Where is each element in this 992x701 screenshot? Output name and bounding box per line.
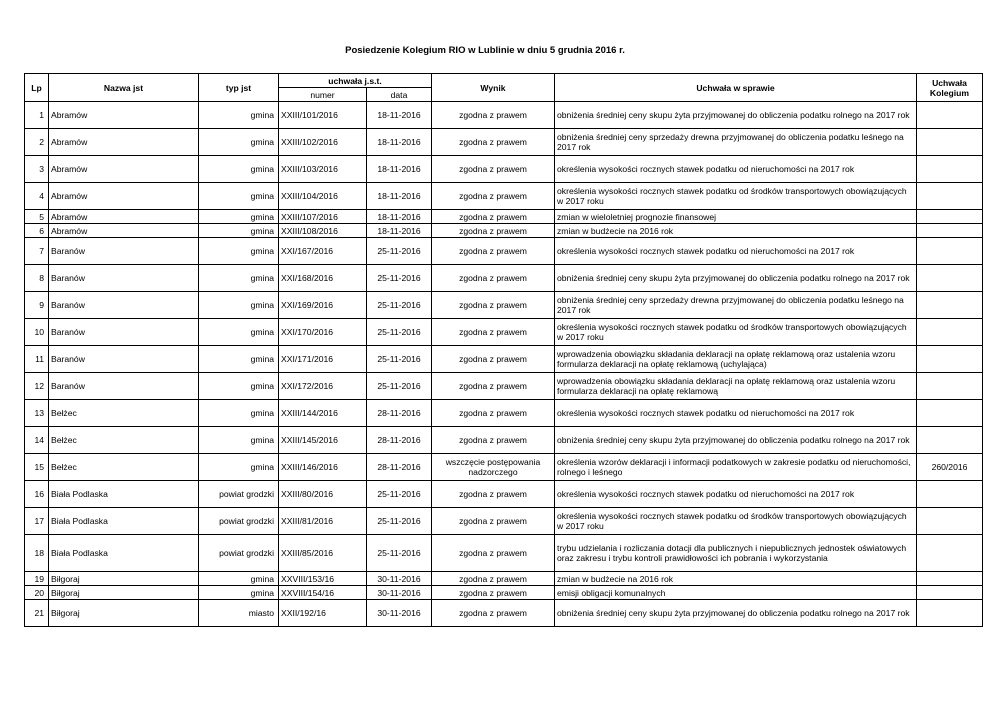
cell-typ: gmina: [199, 572, 279, 586]
cell-lp: 2: [25, 129, 49, 156]
cell-nazwa: Abramów: [49, 183, 199, 210]
cell-sprawa: określenia wysokości rocznych stawek podatku od nieruchomości na 2017 rok: [555, 238, 917, 265]
cell-data: 25-11-2016: [367, 481, 432, 508]
cell-wynik: zgodna z prawem: [432, 265, 555, 292]
cell-data: 25-11-2016: [367, 238, 432, 265]
cell-sprawa: zmian w budżecie na 2016 rok: [555, 572, 917, 586]
table-row: [25, 183, 983, 210]
cell-nazwa: Abramów: [49, 156, 199, 183]
table-row: [25, 156, 983, 183]
cell-numer: XXIII/102/2016: [279, 129, 367, 156]
cell-data: 25-11-2016: [367, 265, 432, 292]
cell-typ: powiat grodzki: [199, 508, 279, 535]
cell-typ: gmina: [199, 129, 279, 156]
cell-wynik: zgodna z prawem: [432, 238, 555, 265]
cell-numer: XXIII/144/2016: [279, 400, 367, 427]
header-wynik: Wynik: [432, 74, 555, 102]
cell-wynik: zgodna z prawem: [432, 508, 555, 535]
cell-wynik: zgodna z prawem: [432, 400, 555, 427]
cell-sprawa: trybu udzielania i rozliczania dotacji dla publicznych i niepublicznych jednostek oświatowych oraz zakresu i trybu kontroli prawidłowości ich pobrania i wykorzystania: [555, 535, 917, 572]
cell-nazwa: Bełżec: [49, 427, 199, 454]
cell-sprawa: obniżenia średniej ceny skupu żyta przyjmowanej do obliczenia podatku rolnego na 2017 rok: [555, 427, 917, 454]
cell-lp: 13: [25, 400, 49, 427]
cell-numer: XXII/192/16: [279, 600, 367, 627]
cell-wynik: zgodna z prawem: [432, 102, 555, 129]
cell-data: 30-11-2016: [367, 600, 432, 627]
cell-data: 18-11-2016: [367, 156, 432, 183]
table-body: [25, 102, 983, 627]
table-row: [25, 600, 983, 627]
cell-kolegium: [917, 156, 983, 183]
cell-data: 30-11-2016: [367, 586, 432, 600]
cell-wynik: zgodna z prawem: [432, 224, 555, 238]
header-nazwa: Nazwa jst: [49, 74, 199, 102]
table-row: [25, 238, 983, 265]
cell-kolegium: [917, 102, 983, 129]
cell-wynik: wszczęcie postępowania nadzorczego: [432, 454, 555, 481]
cell-sprawa: obniżenia średniej ceny sprzedaży drewna przyjmowanej do obliczenia podatku leśnego na 2017 rok: [555, 129, 917, 156]
cell-lp: 14: [25, 427, 49, 454]
table-row: [25, 129, 983, 156]
cell-typ: gmina: [199, 224, 279, 238]
cell-sprawa: obniżenia średniej ceny skupu żyta przyjmowanej do obliczenia podatku rolnego na 2017 rok: [555, 265, 917, 292]
cell-data: 18-11-2016: [367, 129, 432, 156]
cell-lp: 17: [25, 508, 49, 535]
header-lp: Lp: [25, 74, 49, 102]
cell-kolegium: [917, 183, 983, 210]
cell-typ: gmina: [199, 586, 279, 600]
cell-kolegium: [917, 572, 983, 586]
cell-data: 18-11-2016: [367, 102, 432, 129]
table-row: [25, 400, 983, 427]
table-row: [25, 102, 983, 129]
cell-numer: XXIII/108/2016: [279, 224, 367, 238]
cell-kolegium: [917, 481, 983, 508]
cell-typ: powiat grodzki: [199, 481, 279, 508]
table-row: [25, 210, 983, 224]
cell-kolegium: [917, 129, 983, 156]
cell-typ: gmina: [199, 265, 279, 292]
cell-kolegium: [917, 265, 983, 292]
cell-numer: XXIII/80/2016: [279, 481, 367, 508]
cell-nazwa: Baranów: [49, 373, 199, 400]
cell-kolegium: 260/2016: [917, 454, 983, 481]
cell-sprawa: wprowadzenia obowiązku składania deklaracji na opłatę reklamową oraz ustalenia wzoru formularza deklaracji na opłatę reklamową (uchylająca): [555, 346, 917, 373]
cell-nazwa: Biała Podlaska: [49, 535, 199, 572]
cell-numer: XXIII/145/2016: [279, 427, 367, 454]
cell-data: 28-11-2016: [367, 427, 432, 454]
cell-nazwa: Baranów: [49, 292, 199, 319]
cell-lp: 4: [25, 183, 49, 210]
cell-nazwa: Baranów: [49, 346, 199, 373]
table-row: [25, 481, 983, 508]
cell-nazwa: Bełżec: [49, 454, 199, 481]
cell-wynik: zgodna z prawem: [432, 292, 555, 319]
page-title: Posiedzenie Kolegium RIO w Lublinie w dniu 5 grudnia 2016 r.: [345, 45, 625, 56]
cell-wynik: zgodna z prawem: [432, 600, 555, 627]
header-data: data: [367, 88, 432, 102]
cell-numer: XXVIII/154/16: [279, 586, 367, 600]
cell-kolegium: [917, 600, 983, 627]
cell-data: 25-11-2016: [367, 319, 432, 346]
cell-kolegium: [917, 400, 983, 427]
header-typ: typ jst: [199, 74, 279, 102]
cell-wynik: zgodna z prawem: [432, 427, 555, 454]
cell-lp: 7: [25, 238, 49, 265]
cell-lp: 10: [25, 319, 49, 346]
cell-typ: gmina: [199, 346, 279, 373]
table-row: [25, 508, 983, 535]
cell-data: 25-11-2016: [367, 373, 432, 400]
header-uchwala-jst: uchwała j.s.t.: [279, 74, 432, 88]
cell-sprawa: określenia wysokości rocznych stawek podatku od środków transportowych obowiązujących w 2017 roku: [555, 508, 917, 535]
cell-lp: 18: [25, 535, 49, 572]
cell-numer: XXIII/104/2016: [279, 183, 367, 210]
table-row: [25, 373, 983, 400]
cell-wynik: zgodna z prawem: [432, 373, 555, 400]
cell-sprawa: emisji obligacji komunalnych: [555, 586, 917, 600]
cell-sprawa: obniżenia średniej ceny skupu żyta przyjmowanej do obliczenia podatku rolnego na 2017 rok: [555, 102, 917, 129]
cell-lp: 8: [25, 265, 49, 292]
cell-lp: 20: [25, 586, 49, 600]
cell-data: 30-11-2016: [367, 572, 432, 586]
cell-data: 18-11-2016: [367, 210, 432, 224]
cell-lp: 5: [25, 210, 49, 224]
cell-sprawa: zmian w wieloletniej prognozie finansowej: [555, 210, 917, 224]
cell-sprawa: określenia wysokości rocznych stawek podatku od nieruchomości na 2017 rok: [555, 481, 917, 508]
cell-numer: XXIII/103/2016: [279, 156, 367, 183]
cell-typ: gmina: [199, 427, 279, 454]
cell-numer: XXIII/85/2016: [279, 535, 367, 572]
cell-typ: gmina: [199, 373, 279, 400]
table-row: [25, 535, 983, 572]
cell-numer: XXVIII/153/16: [279, 572, 367, 586]
cell-numer: XXI/171/2016: [279, 346, 367, 373]
cell-kolegium: [917, 346, 983, 373]
header-kolegium: Uchwała Kolegium: [917, 74, 983, 102]
cell-nazwa: Biała Podlaska: [49, 481, 199, 508]
cell-kolegium: [917, 292, 983, 319]
table-row: [25, 224, 983, 238]
cell-lp: 21: [25, 600, 49, 627]
cell-sprawa: określenia wysokości rocznych stawek podatku od nieruchomości na 2017 rok: [555, 400, 917, 427]
table-row: [25, 586, 983, 600]
cell-lp: 6: [25, 224, 49, 238]
cell-typ: gmina: [199, 292, 279, 319]
cell-wynik: zgodna z prawem: [432, 319, 555, 346]
cell-data: 28-11-2016: [367, 400, 432, 427]
cell-lp: 19: [25, 572, 49, 586]
cell-nazwa: Abramów: [49, 129, 199, 156]
header-sprawa: Uchwała w sprawie: [555, 74, 917, 102]
cell-wynik: zgodna z prawem: [432, 156, 555, 183]
cell-data: 18-11-2016: [367, 183, 432, 210]
cell-wynik: zgodna z prawem: [432, 535, 555, 572]
cell-wynik: zgodna z prawem: [432, 572, 555, 586]
cell-wynik: zgodna z prawem: [432, 586, 555, 600]
cell-lp: 16: [25, 481, 49, 508]
cell-wynik: zgodna z prawem: [432, 210, 555, 224]
cell-kolegium: [917, 427, 983, 454]
cell-lp: 1: [25, 102, 49, 129]
cell-sprawa: obniżenia średniej ceny sprzedaży drewna przyjmowanej do obliczenia podatku leśnego na 2017 rok: [555, 292, 917, 319]
cell-nazwa: Biłgoraj: [49, 600, 199, 627]
cell-numer: XXI/172/2016: [279, 373, 367, 400]
cell-kolegium: [917, 224, 983, 238]
cell-data: 25-11-2016: [367, 346, 432, 373]
cell-data: 28-11-2016: [367, 454, 432, 481]
cell-sprawa: określenia wzorów deklaracji i informacji podatkowych w zakresie podatku od nieruchomości, rolnego i leśnego: [555, 454, 917, 481]
table-row: [25, 427, 983, 454]
cell-numer: XXIII/146/2016: [279, 454, 367, 481]
cell-typ: gmina: [199, 319, 279, 346]
cell-nazwa: Biłgoraj: [49, 572, 199, 586]
cell-lp: 3: [25, 156, 49, 183]
cell-nazwa: Biała Podlaska: [49, 508, 199, 535]
cell-lp: 11: [25, 346, 49, 373]
cell-nazwa: Bełżec: [49, 400, 199, 427]
cell-typ: powiat grodzki: [199, 535, 279, 572]
cell-typ: gmina: [199, 210, 279, 224]
cell-sprawa: obniżenia średniej ceny skupu żyta przyjmowanej do obliczenia podatku rolnego na 2017 rok: [555, 600, 917, 627]
cell-typ: gmina: [199, 156, 279, 183]
cell-lp: 12: [25, 373, 49, 400]
resolutions-table: [24, 73, 983, 627]
cell-nazwa: Baranów: [49, 265, 199, 292]
cell-kolegium: [917, 373, 983, 400]
cell-wynik: zgodna z prawem: [432, 346, 555, 373]
cell-typ: gmina: [199, 238, 279, 265]
cell-nazwa: Biłgoraj: [49, 586, 199, 600]
cell-numer: XXI/169/2016: [279, 292, 367, 319]
cell-kolegium: [917, 210, 983, 224]
cell-typ: miasto: [199, 600, 279, 627]
cell-kolegium: [917, 319, 983, 346]
cell-sprawa: określenia wysokości rocznych stawek podatku od środków transportowych obowiązujących w 2017 roku: [555, 183, 917, 210]
cell-data: 25-11-2016: [367, 508, 432, 535]
table-row: [25, 319, 983, 346]
cell-data: 25-11-2016: [367, 535, 432, 572]
cell-sprawa: zmian w budżecie na 2016 rok: [555, 224, 917, 238]
cell-numer: XXI/170/2016: [279, 319, 367, 346]
cell-wynik: zgodna z prawem: [432, 183, 555, 210]
cell-nazwa: Baranów: [49, 238, 199, 265]
cell-typ: gmina: [199, 102, 279, 129]
cell-data: 18-11-2016: [367, 224, 432, 238]
cell-numer: XXI/168/2016: [279, 265, 367, 292]
cell-lp: 9: [25, 292, 49, 319]
cell-numer: XXI/167/2016: [279, 238, 367, 265]
cell-sprawa: wprowadzenia obowiązku składania deklaracji na opłatę reklamową oraz ustalenia wzoru formularza deklaracji na opłatę reklamową: [555, 373, 917, 400]
table-row: [25, 292, 983, 319]
cell-sprawa: określenia wysokości rocznych stawek podatku od środków transportowych obowiązujących w 2017 roku: [555, 319, 917, 346]
cell-numer: XXIII/81/2016: [279, 508, 367, 535]
cell-numer: XXIII/101/2016: [279, 102, 367, 129]
table-row: [25, 265, 983, 292]
cell-kolegium: [917, 508, 983, 535]
cell-lp: 15: [25, 454, 49, 481]
cell-typ: gmina: [199, 400, 279, 427]
table-row: [25, 346, 983, 373]
cell-kolegium: [917, 238, 983, 265]
header-numer: numer: [279, 88, 367, 102]
cell-sprawa: określenia wysokości rocznych stawek podatku od nieruchomości na 2017 rok: [555, 156, 917, 183]
cell-typ: gmina: [199, 183, 279, 210]
cell-nazwa: Abramów: [49, 224, 199, 238]
cell-nazwa: Abramów: [49, 102, 199, 129]
cell-kolegium: [917, 535, 983, 572]
cell-data: 25-11-2016: [367, 292, 432, 319]
cell-kolegium: [917, 586, 983, 600]
cell-typ: gmina: [199, 454, 279, 481]
cell-numer: XXIII/107/2016: [279, 210, 367, 224]
table-row: [25, 454, 983, 481]
table-row: [25, 572, 983, 586]
cell-nazwa: Baranów: [49, 319, 199, 346]
cell-nazwa: Abramów: [49, 210, 199, 224]
cell-wynik: zgodna z prawem: [432, 129, 555, 156]
cell-wynik: zgodna z prawem: [432, 481, 555, 508]
